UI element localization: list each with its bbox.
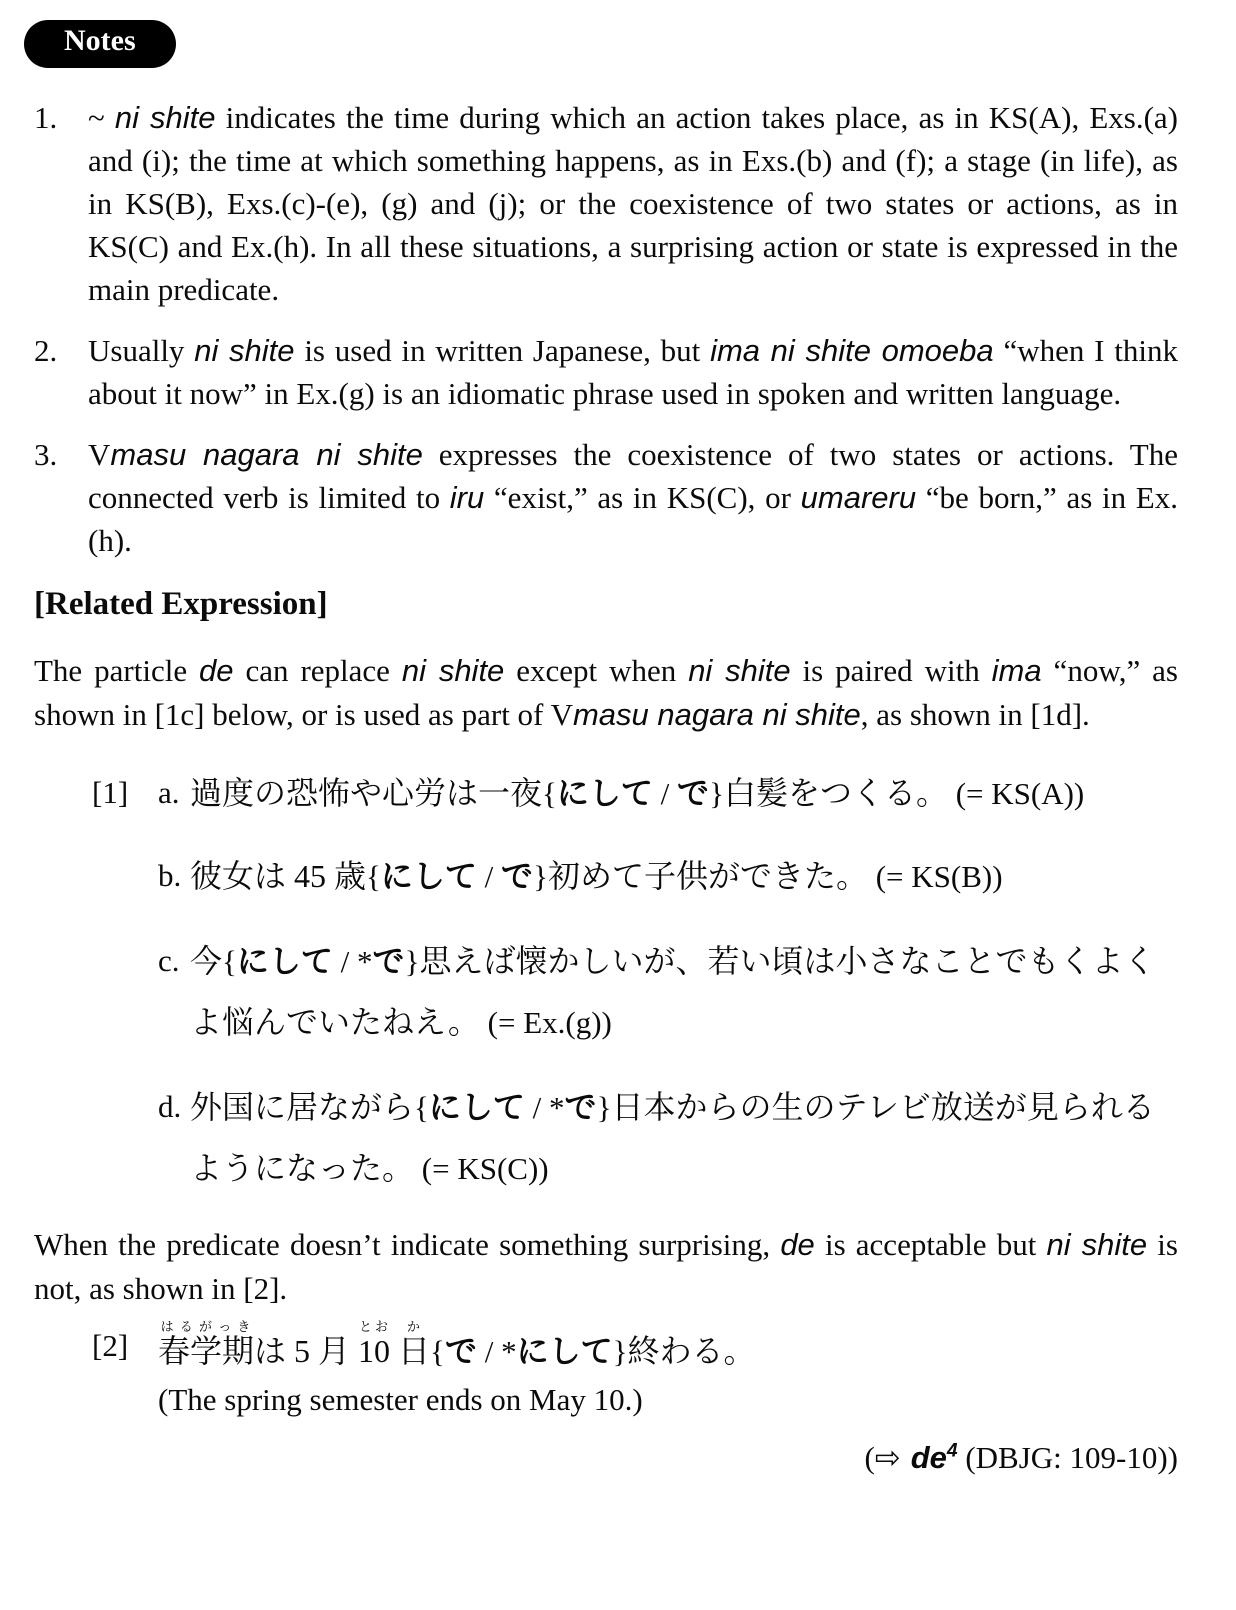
example-item-b	[92, 848, 1178, 905]
example-2-translation: (The spring semester ends on May 10.)	[158, 1381, 643, 1417]
example-item-c	[92, 931, 1178, 1053]
note-number: 2.	[34, 333, 58, 368]
note-item-1	[34, 96, 1178, 311]
example-letter: d.	[158, 1089, 182, 1124]
example-2-sentence: 春学期はるがっきは 5 月 10とお 日か{で / *にして}終わる。	[158, 1319, 756, 1369]
note-item-2	[34, 329, 1178, 415]
example-letter: a.	[158, 775, 180, 810]
example-group-label	[92, 1077, 158, 1199]
related-expression-intro: The particle de can replace ni shite except when ni shite is paired with ima “now,” as shown in [1c] below, or is used as part of Vmasu nagara ni shite, as shown in [1d].	[34, 653, 1178, 732]
notes-section-badge: Notes	[24, 20, 176, 68]
example-sentence: 彼女は 45 歳{にして / で}初めて子供ができた。 (= KS(B))	[190, 858, 1003, 894]
note-text: ~ ni shite indicates the time during which an action takes place, as in KS(A), Exs.(a) and (i); the time at which something happens, as in Exs.(b) and (f); a stage (in life), as in KS(B), Exs.(c)-(e), (g) and (j); or the coexistence of two states or actions, as in KS(C) and Ex.(h). In all these situations, a surprising action or state is expressed in the main predicate.	[88, 100, 1178, 307]
example-group-label: [1]	[92, 775, 129, 810]
note-number: 1.	[34, 100, 58, 135]
example-group-label	[92, 848, 158, 905]
note-text: Usually ni shite is used in written Japanese, but ima ni shite omoeba “when I think about it now” in Ex.(g) is an idiomatic phrase used in spoken and written language.	[88, 333, 1178, 411]
related-expression-heading: [Related Expression]	[34, 586, 328, 622]
example-sentence: 今{にして / *で}思えば懐かしいが、若い頃は小さなことでもくよく よ悩んでいたねえ。 (= Ex.(g))	[190, 943, 1156, 1040]
example-group-label: [2]	[92, 1327, 129, 1363]
example-letter: b.	[158, 858, 182, 893]
example-item-d	[92, 1077, 1178, 1199]
example-letter: c.	[158, 943, 180, 978]
note-text: Vmasu nagara ni shite expresses the coexistence of two states or actions. The connected verb is limited to iru “exist,” as in KS(C), or umareru “be born,” as in Ex.(h).	[88, 437, 1178, 558]
example-group-1	[92, 765, 1178, 1199]
note-item-3	[34, 433, 1178, 562]
notes-list	[34, 96, 1178, 562]
example-group-2	[92, 1319, 1178, 1370]
comparison-paragraph: When the predicate doesn’t indicate something surprising, de is acceptable but ni shite is not, as shown in [2].	[34, 1227, 1178, 1306]
example-sentence: 過度の恐怖や心労は一夜{にして / で}白髪をつくる。 (= KS(A))	[190, 775, 1085, 811]
note-number: 3.	[34, 437, 58, 472]
example-item-a	[92, 765, 1178, 822]
cross-reference: (⇨ $de^4$ (DBJG: 109-10))	[864, 1439, 1178, 1476]
example-sentence: 外国に居ながら{にして / *で}日本からの生のテレビ放送が見られる ようになった。 (= KS(C))	[190, 1089, 1155, 1186]
example-group-label	[92, 931, 158, 1053]
